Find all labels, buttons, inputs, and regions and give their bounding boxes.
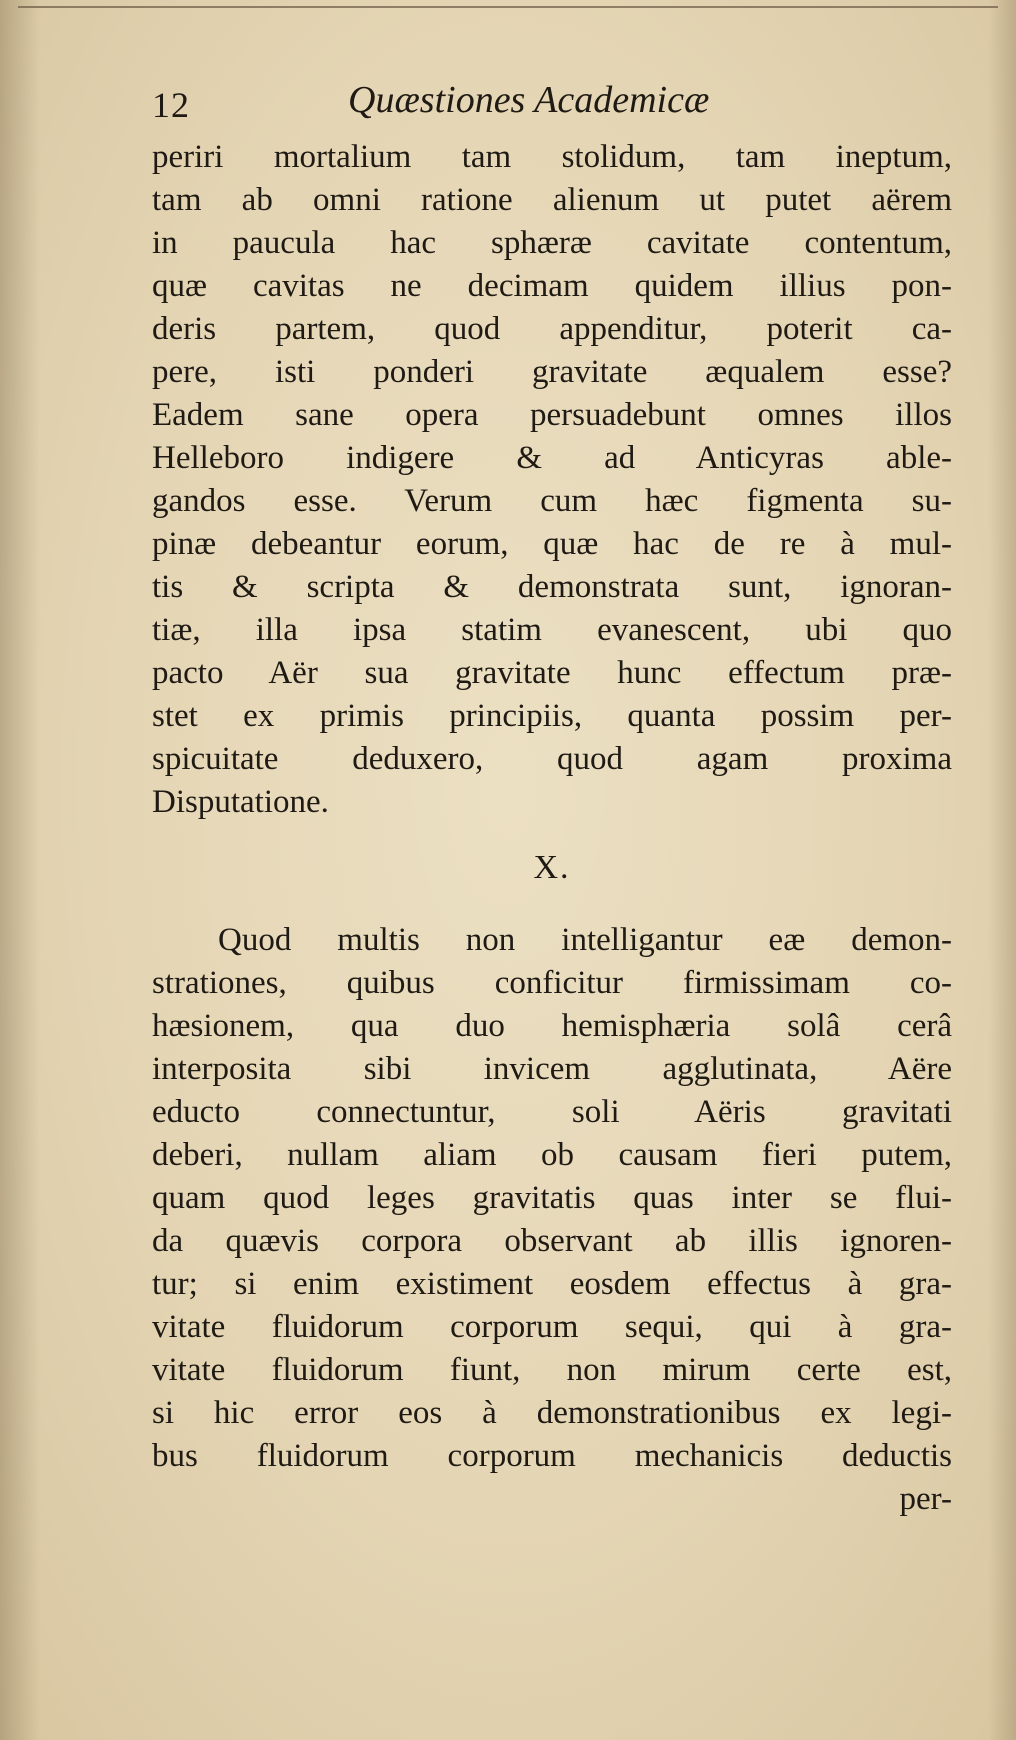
text-line: gandos esse. Verum cum hæc figmenta su- [152, 483, 952, 519]
text-line: interposita sibi invicem agglutinata, Aëre [152, 1051, 952, 1087]
page-edge-shadow-right [988, 0, 1016, 1740]
page-edge-shadow-left [0, 0, 40, 1740]
text-line: deris partem, quod appenditur, poterit ca- [152, 311, 952, 347]
text-line: spicuitate deduxero, quod agam proxima [152, 741, 952, 777]
page-number: 12 [152, 85, 190, 125]
text-line: deberi, nullam aliam ob causam fieri putem, [152, 1137, 952, 1173]
page-body [152, 136, 952, 1521]
catchword-row [152, 1478, 952, 1521]
text-line: in paucula hac sphæræ cavitate contentum, [152, 225, 952, 261]
section-heading: X. [533, 849, 571, 886]
text-line: vitate fluidorum fiunt, non mirum certe est, [152, 1352, 952, 1388]
text-line: Helleboro indigere & ad Anticyras able- [152, 440, 952, 476]
text-line: tur; si enim existiment eosdem effectus à gra- [152, 1266, 952, 1302]
text-line: hæsionem, qua duo hemisphæria solâ cerâ [152, 1008, 952, 1044]
text-line: vitate fluidorum corporum sequi, qui à gra- [152, 1309, 952, 1345]
text-line: pacto Aër sua gravitate hunc effectum præ- [152, 655, 952, 691]
text-line: pinæ debeantur eorum, quæ hac de re à mul- [152, 526, 952, 562]
text-line: tam ab omni ratione alienum ut putet aërem [152, 182, 952, 218]
text-line: educto connectuntur, soli Aëris gravitati [152, 1094, 952, 1130]
text-line: Disputatione. [152, 784, 329, 820]
text-line: tiæ, illa ipsa statim evanescent, ubi quo [152, 612, 952, 648]
text-line: da quævis corpora observant ab illis ignoren- [152, 1223, 952, 1259]
catchword: per- [899, 1481, 952, 1517]
text-line: periri mortalium tam stolidum, tam ineptum, [152, 139, 952, 175]
text-line: Eadem sane opera persuadebunt omnes illos [152, 397, 952, 433]
text-line: pere, isti ponderi gravitate æqualem esse? [152, 354, 952, 390]
text-line: tis & scripta & demonstrata sunt, ignoran- [152, 569, 952, 605]
page-header [148, 78, 958, 128]
text-line: bus fluidorum corporum mechanicis deductis [152, 1438, 952, 1474]
top-border-rule [18, 6, 998, 8]
text-line: quæ cavitas ne decimam quidem illius pon- [152, 268, 952, 304]
paragraph-2 [152, 919, 952, 1478]
running-head: Quæstiones Academicæ [348, 79, 710, 121]
text-line: quam quod leges gravitatis quas inter se flui- [152, 1180, 952, 1216]
text-line: si hic error eos à demonstrationibus ex legi- [152, 1395, 952, 1431]
text-line: strationes, quibus conficitur firmissimam co- [152, 965, 952, 1001]
paragraph-1 [152, 136, 952, 824]
text-line: stet ex primis principiis, quanta possim per- [152, 698, 952, 734]
text-line: Quod multis non intelligantur eæ demon- [218, 922, 952, 958]
